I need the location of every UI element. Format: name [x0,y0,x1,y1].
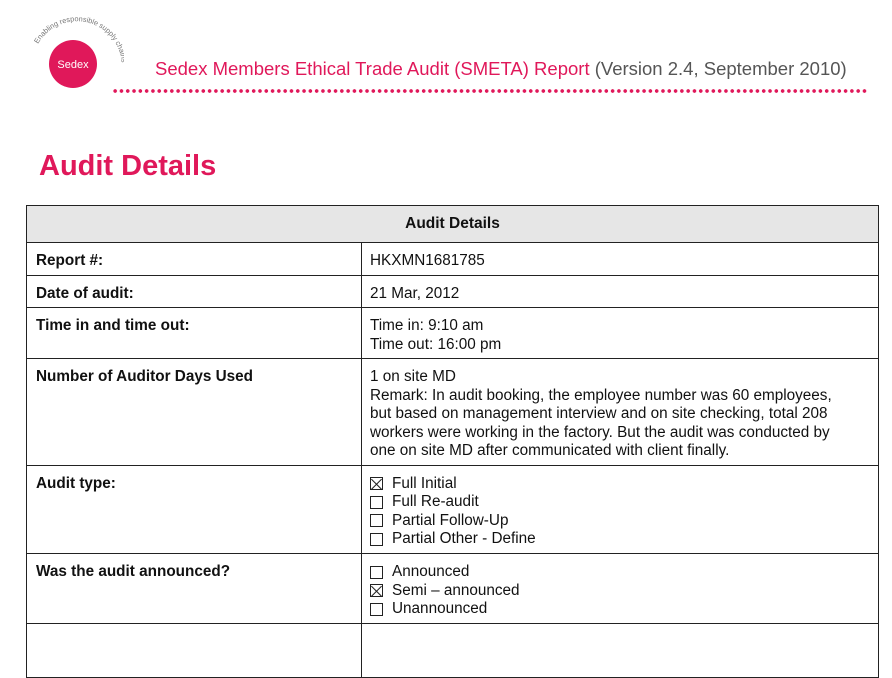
checkbox[interactable] [370,514,383,527]
announced-label: Was the audit announced? [27,553,362,623]
date-of-audit-value: 21 Mar, 2012 [362,275,879,308]
table-row-report-number [27,243,879,276]
time-out: Time out: 16:00 pm [370,335,502,353]
checkbox[interactable] [370,566,383,579]
checkbox[interactable] [370,496,383,509]
sedex-logo-graphic [24,12,124,102]
announced-options [362,553,879,623]
table-row-next [27,623,879,677]
checkbox-label: Unannounced [392,600,488,618]
time-label: Time in and time out: [27,308,362,359]
checkbox-label: Semi – announced [392,581,520,599]
time-in: Time in: 9:10 am [370,317,484,334]
audit-type-option-partial-follow-up [370,512,870,531]
table-row-announced [27,553,879,623]
checkbox[interactable] [370,533,383,546]
report-version: (Version 2.4, September 2010) [594,58,847,79]
audit-type-option-full-re-audit [370,493,870,512]
checkbox[interactable] [370,584,383,597]
sedex-logo [24,12,124,102]
auditor-days-label: Number of Auditor Days Used [27,359,362,466]
announced-option-announced [370,563,870,582]
table-row-auditor-days [27,359,879,466]
checkbox-label: Full Re-audit [392,493,479,511]
report-number-value: HKXMN1681785 [362,243,879,276]
section-title: Audit Details [39,150,217,182]
report-title-main: Sedex Members Ethical Trade Audit (SMETA) Report [155,58,590,79]
checkbox-label: Announced [392,562,470,580]
checkbox-label: Partial Follow-Up [392,511,509,529]
table-row-time [27,308,879,359]
auditor-days-value [362,359,879,466]
checkbox-label: Full Initial [392,474,457,492]
checkbox[interactable] [370,477,383,490]
auditor-days-line: workers were working in the factory. But the audit was conducted by [370,423,830,441]
checkbox-label: Partial Other - Define [392,530,536,548]
dotted-divider [112,88,868,94]
report-number-label: Report #: [27,243,362,276]
logo-brand: Sedex [57,59,89,71]
table-header: Audit Details [27,206,879,243]
announced-option-unannounced [370,600,870,619]
audit-type-label: Audit type: [27,465,362,553]
checkbox[interactable] [370,603,383,616]
announced-option-semi-announced [370,581,870,600]
date-of-audit-label: Date of audit: [27,275,362,308]
table-row-date-of-audit [27,275,879,308]
logo-tagline-text: Enabling responsible supply c [32,14,124,47]
table-header-row [27,206,879,243]
report-title [155,58,847,80]
auditor-days-line: Remark: In audit booking, the employee number was 60 employees, [370,386,832,404]
auditor-days-line: one on site MD after communicated with client finally. [370,442,730,459]
next-row-value [362,623,879,677]
audit-type-options [362,465,879,553]
table-row-audit-type [27,465,879,553]
auditor-days-line: but based on management interview and on site checking, total 208 [370,405,828,422]
audit-details-table [26,205,879,678]
next-row-label [27,623,362,677]
time-value [362,308,879,359]
audit-type-option-partial-other [370,530,870,549]
audit-type-option-full-initial [370,475,870,494]
auditor-days-line: 1 on site MD [370,368,456,385]
